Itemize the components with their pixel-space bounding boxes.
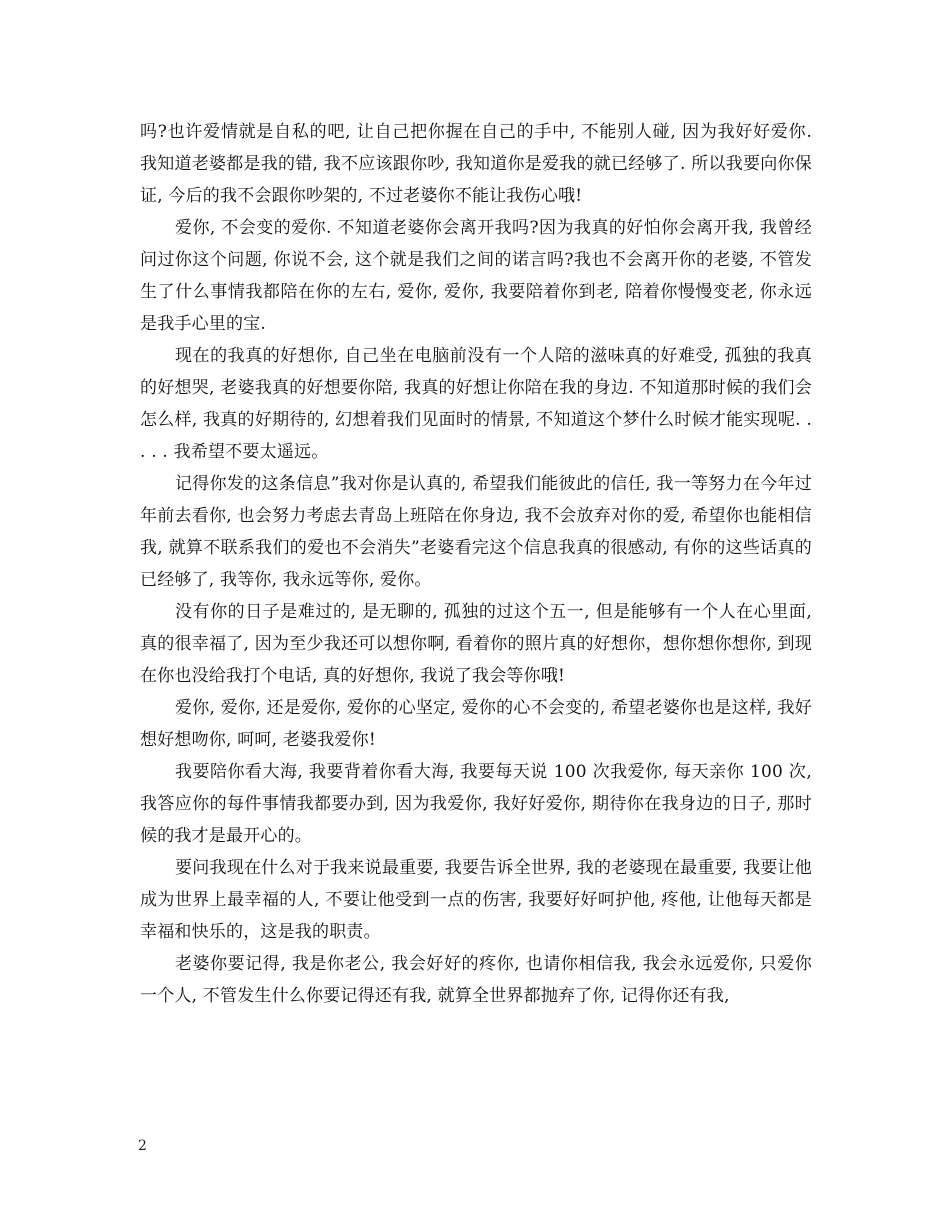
paragraph-9: 老婆你要记得, 我是你老公, 我会好好的疼你, 也请你相信我, 我会永远爱你, 只爱你一个人, 不管发生什么你要记得还有我, 就算全世界都抛弃了你, 记得你还有我,: [140, 954, 812, 1006]
body-text: [140, 116, 812, 1012]
paragraph-4: 记得你发的这条信息”我对你是认真的, 希望我们能彼此的信任, 我一等努力在今年过年前去看你, 也会努力考虑去青岛上班陪在你身边, 我不会放弃对你的爱, 希望你也能相信我, 就算不联系我们的爱也不会消失”老婆看完这个信息我真的很感动, 有你的这些话真的已经够了, 我等你, 我永远等你, 爱你。: [140, 474, 812, 590]
paragraph-1: 吗?也许爱情就是自私的吧, 让自己把你握在自己的手中, 不能别人碰, 因为我好好爱你. 我知道老婆都是我的错, 我不应该跟你吵, 我知道你是爱我的就已经够了. 所以我要向你保证, 今后的我不会跟你吵架的, 不过老婆你不能让我伤心哦!: [140, 122, 812, 206]
page-number: 2: [138, 1138, 147, 1154]
paragraph-5: 没有你的日子是难过的, 是无聊的, 孤独的过这个五一, 但是能够有一个人在心里面, 真的很幸福了, 因为至少我还可以想你啊, 看着你的照片真的好想你，想你想你想你, 到现在你也没给我打个电话, 真的好想你, 我说了我会等你哦!: [140, 602, 812, 686]
paragraph-3: 现在的我真的好想你, 自己坐在电脑前没有一个人陪的滋味真的好难受, 孤独的我真的好想哭, 老婆我真的好想要你陪, 我真的好想让你陪在我的身边. 不知道那时候的我们会怎么样, 我真的好期待的, 幻想着我们见面时的情景, 不知道这个梦什么时候才能实现呢. . . . . 我希望不要太遥远。: [140, 346, 812, 462]
paragraph-7: 我要陪你看大海, 我要背着你看大海, 我要每天说 100 次我爱你, 每天亲你 100 次, 我答应你的每件事情我都要办到, 因为我爱你, 我好好爱你, 期待你在我身边的日子, 那时候的我才是最开心的。: [140, 762, 812, 846]
paragraph-6: 爱你, 爱你, 还是爱你, 爱你的心坚定, 爱你的心不会变的, 希望老婆你也是这样, 我好想好想吻你, 呵呵, 老婆我爱你!: [140, 698, 812, 750]
paragraph-2: 爱你, 不会变的爱你. 不知道老婆你会离开我吗?因为我真的好怕你会离开我, 我曾经问过你这个问题, 你说不会, 这个就是我们之间的诺言吗?我也不会离开你的老婆, 不管发生了什么事情我都陪在你的左右, 爱你, 爱你, 我要陪着你到老, 陪着你慢慢变老, 你永远是我手心里的宝.: [140, 218, 812, 334]
paragraph-8: 要问我现在什么对于我来说最重要, 我要告诉全世界, 我的老婆现在最重要, 我要让他成为世界上最幸福的人, 不要让他受到一点的伤害, 我要好好呵护他, 疼他, 让他每天都是幸福和快乐的，这是我的职责。: [140, 858, 812, 942]
